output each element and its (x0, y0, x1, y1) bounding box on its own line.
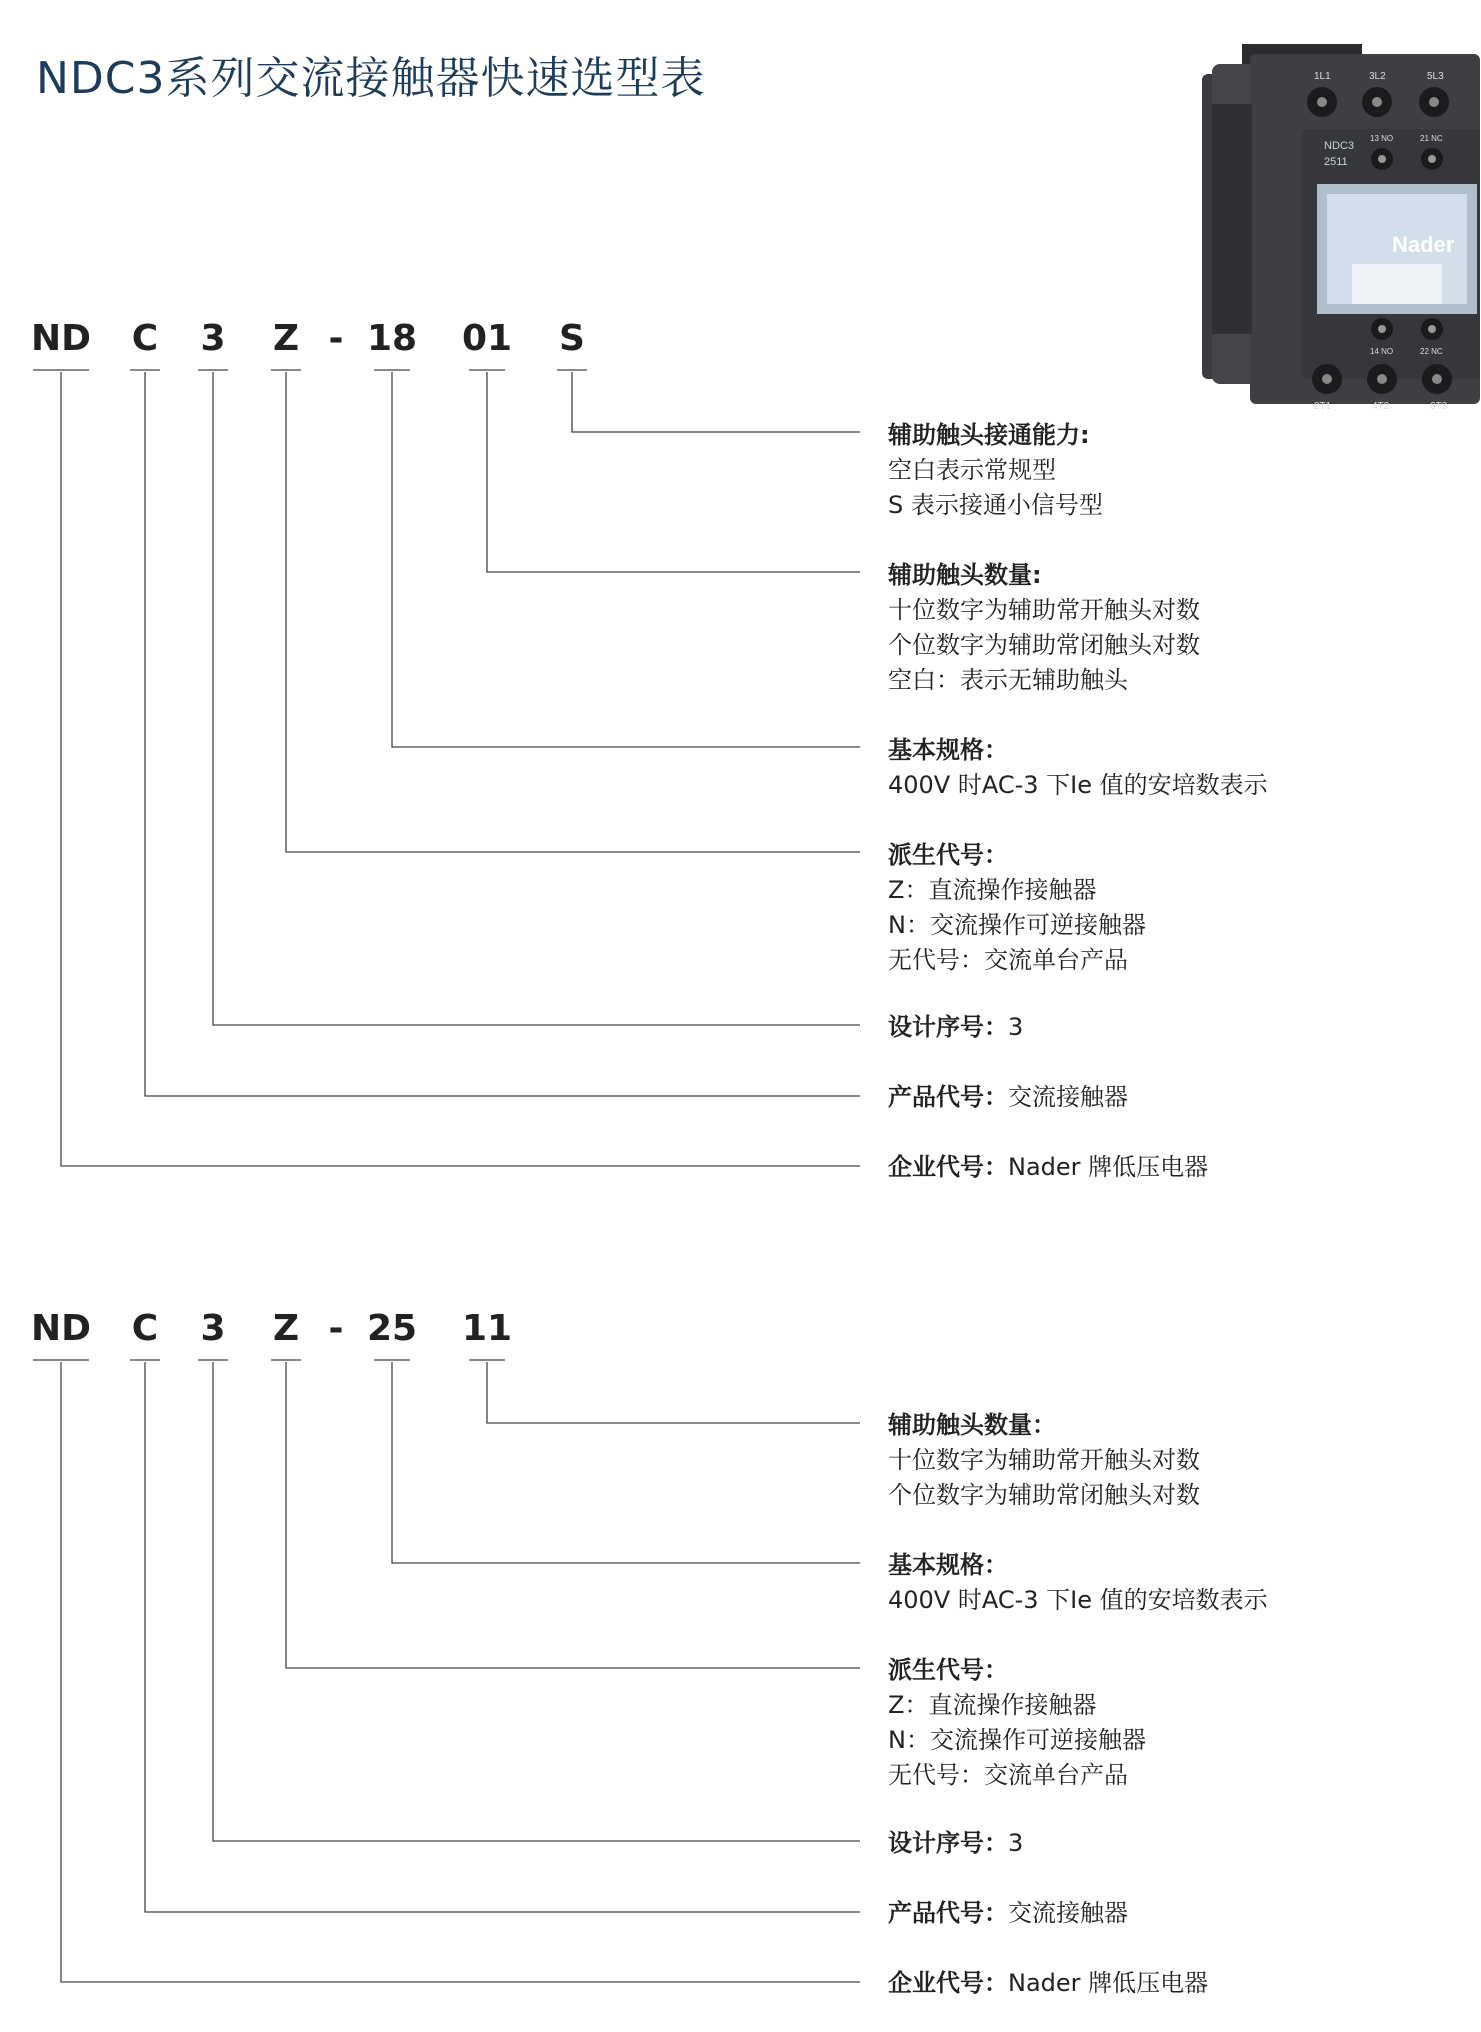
connector-line (487, 1362, 860, 1423)
description-heading: 派生代号： (888, 1656, 1008, 1684)
description-line: 无代号：交流单台产品 (888, 1761, 1128, 1789)
description-line: 400V 时AC-3 下Ie 值的安培数表示 (888, 771, 1268, 799)
svg-text:21 NC: 21 NC (1420, 134, 1443, 143)
segment-description (888, 1408, 1200, 1513)
description-value: Nader 牌低压电器 (1008, 1969, 1209, 1997)
code-segment: ND (30, 1308, 92, 1349)
code-segment: 3 (200, 1308, 226, 1349)
description-line: Z：直流操作接触器 (888, 1691, 1097, 1719)
description-value: 3 (1008, 1013, 1024, 1041)
description-value: 3 (1008, 1829, 1024, 1857)
segment-description (888, 1826, 1023, 1861)
segment-description (888, 1653, 1146, 1793)
brand-label: Nader (1392, 232, 1455, 257)
description-heading: 企业代号：Nader 牌低压电器 (888, 1969, 1209, 1997)
svg-text:6T3: 6T3 (1430, 401, 1448, 412)
description-line: 个位数字为辅助常闭触头对数 (888, 1481, 1200, 1509)
description-line: Z：直流操作接触器 (888, 876, 1097, 904)
code-segment: Z (272, 1308, 300, 1349)
description-value: 交流接触器 (1008, 1899, 1128, 1927)
svg-text:5L3: 5L3 (1427, 71, 1444, 82)
segment-description (888, 1548, 1268, 1618)
description-line: N：交流操作可逆接触器 (888, 911, 1146, 939)
svg-text:22 NC: 22 NC (1420, 347, 1443, 356)
segment-description (888, 1896, 1128, 1931)
description-line: N：交流操作可逆接触器 (888, 1726, 1146, 1754)
description-heading: 基本规格： (888, 736, 1008, 764)
description-line: 十位数字为辅助常开触头对数 (888, 1446, 1200, 1474)
connector-line (145, 1362, 860, 1912)
description-line: 十位数字为辅助常开触头对数 (888, 596, 1200, 624)
code-separator: - (328, 1308, 344, 1349)
svg-text:4T2: 4T2 (1372, 401, 1390, 412)
code-segment: S (559, 318, 585, 359)
model-label: NDC3 (1324, 140, 1354, 152)
code-segment: C (131, 1308, 159, 1349)
code-segment: 18 (366, 318, 418, 359)
code-segment: Z (272, 318, 300, 359)
description-value: Nader 牌低压电器 (1008, 1153, 1209, 1181)
code-segment: ND (30, 318, 92, 359)
description-heading: 辅助触头接通能力: (888, 421, 1090, 449)
description-heading: 产品代号：交流接触器 (888, 1083, 1128, 1111)
svg-text:2T1: 2T1 (1314, 401, 1332, 412)
description-line: 空白：表示无辅助触头 (888, 666, 1128, 694)
connector-line (392, 1362, 860, 1563)
description-heading: 设计序号：3 (888, 1013, 1024, 1041)
description-heading: 辅助触头数量： (888, 1411, 1056, 1439)
description-heading: 企业代号：Nader 牌低压电器 (888, 1153, 1209, 1181)
description-heading: 基本规格： (888, 1551, 1008, 1579)
connector-line (213, 1362, 860, 1841)
segment-description (888, 1966, 1208, 2001)
connector-line (286, 1362, 860, 1668)
page-title: NDC3系列交流接触器快速选型表 (36, 53, 706, 104)
svg-text:13 NO: 13 NO (1370, 134, 1394, 143)
code-segment: 3 (200, 318, 226, 359)
description-line: 个位数字为辅助常闭触头对数 (888, 631, 1200, 659)
code-segment: 01 (461, 318, 513, 359)
svg-text:1L1: 1L1 (1314, 71, 1331, 82)
code-segment: C (131, 318, 159, 359)
description-line: 400V 时AC-3 下Ie 值的安培数表示 (888, 1586, 1268, 1614)
description-heading: 辅助触头数量: (888, 561, 1042, 589)
description-value: 交流接触器 (1008, 1083, 1128, 1111)
description-line: 空白表示常规型 (888, 456, 1056, 484)
code-segment: 25 (366, 1308, 418, 1349)
description-heading: 产品代号：交流接触器 (888, 1899, 1128, 1927)
connector-line (61, 1362, 860, 1982)
model-num-label: 2511 (1324, 156, 1348, 168)
code-segment: 11 (461, 1308, 513, 1349)
description-heading: 设计序号：3 (888, 1829, 1024, 1857)
code-separator: - (328, 318, 344, 359)
svg-text:3L2: 3L2 (1369, 71, 1386, 82)
description-line: 无代号：交流单台产品 (888, 946, 1128, 974)
description-line: S 表示接通小信号型 (888, 491, 1103, 519)
svg-text:14 NO: 14 NO (1370, 347, 1394, 356)
description-heading: 派生代号： (888, 841, 1008, 869)
